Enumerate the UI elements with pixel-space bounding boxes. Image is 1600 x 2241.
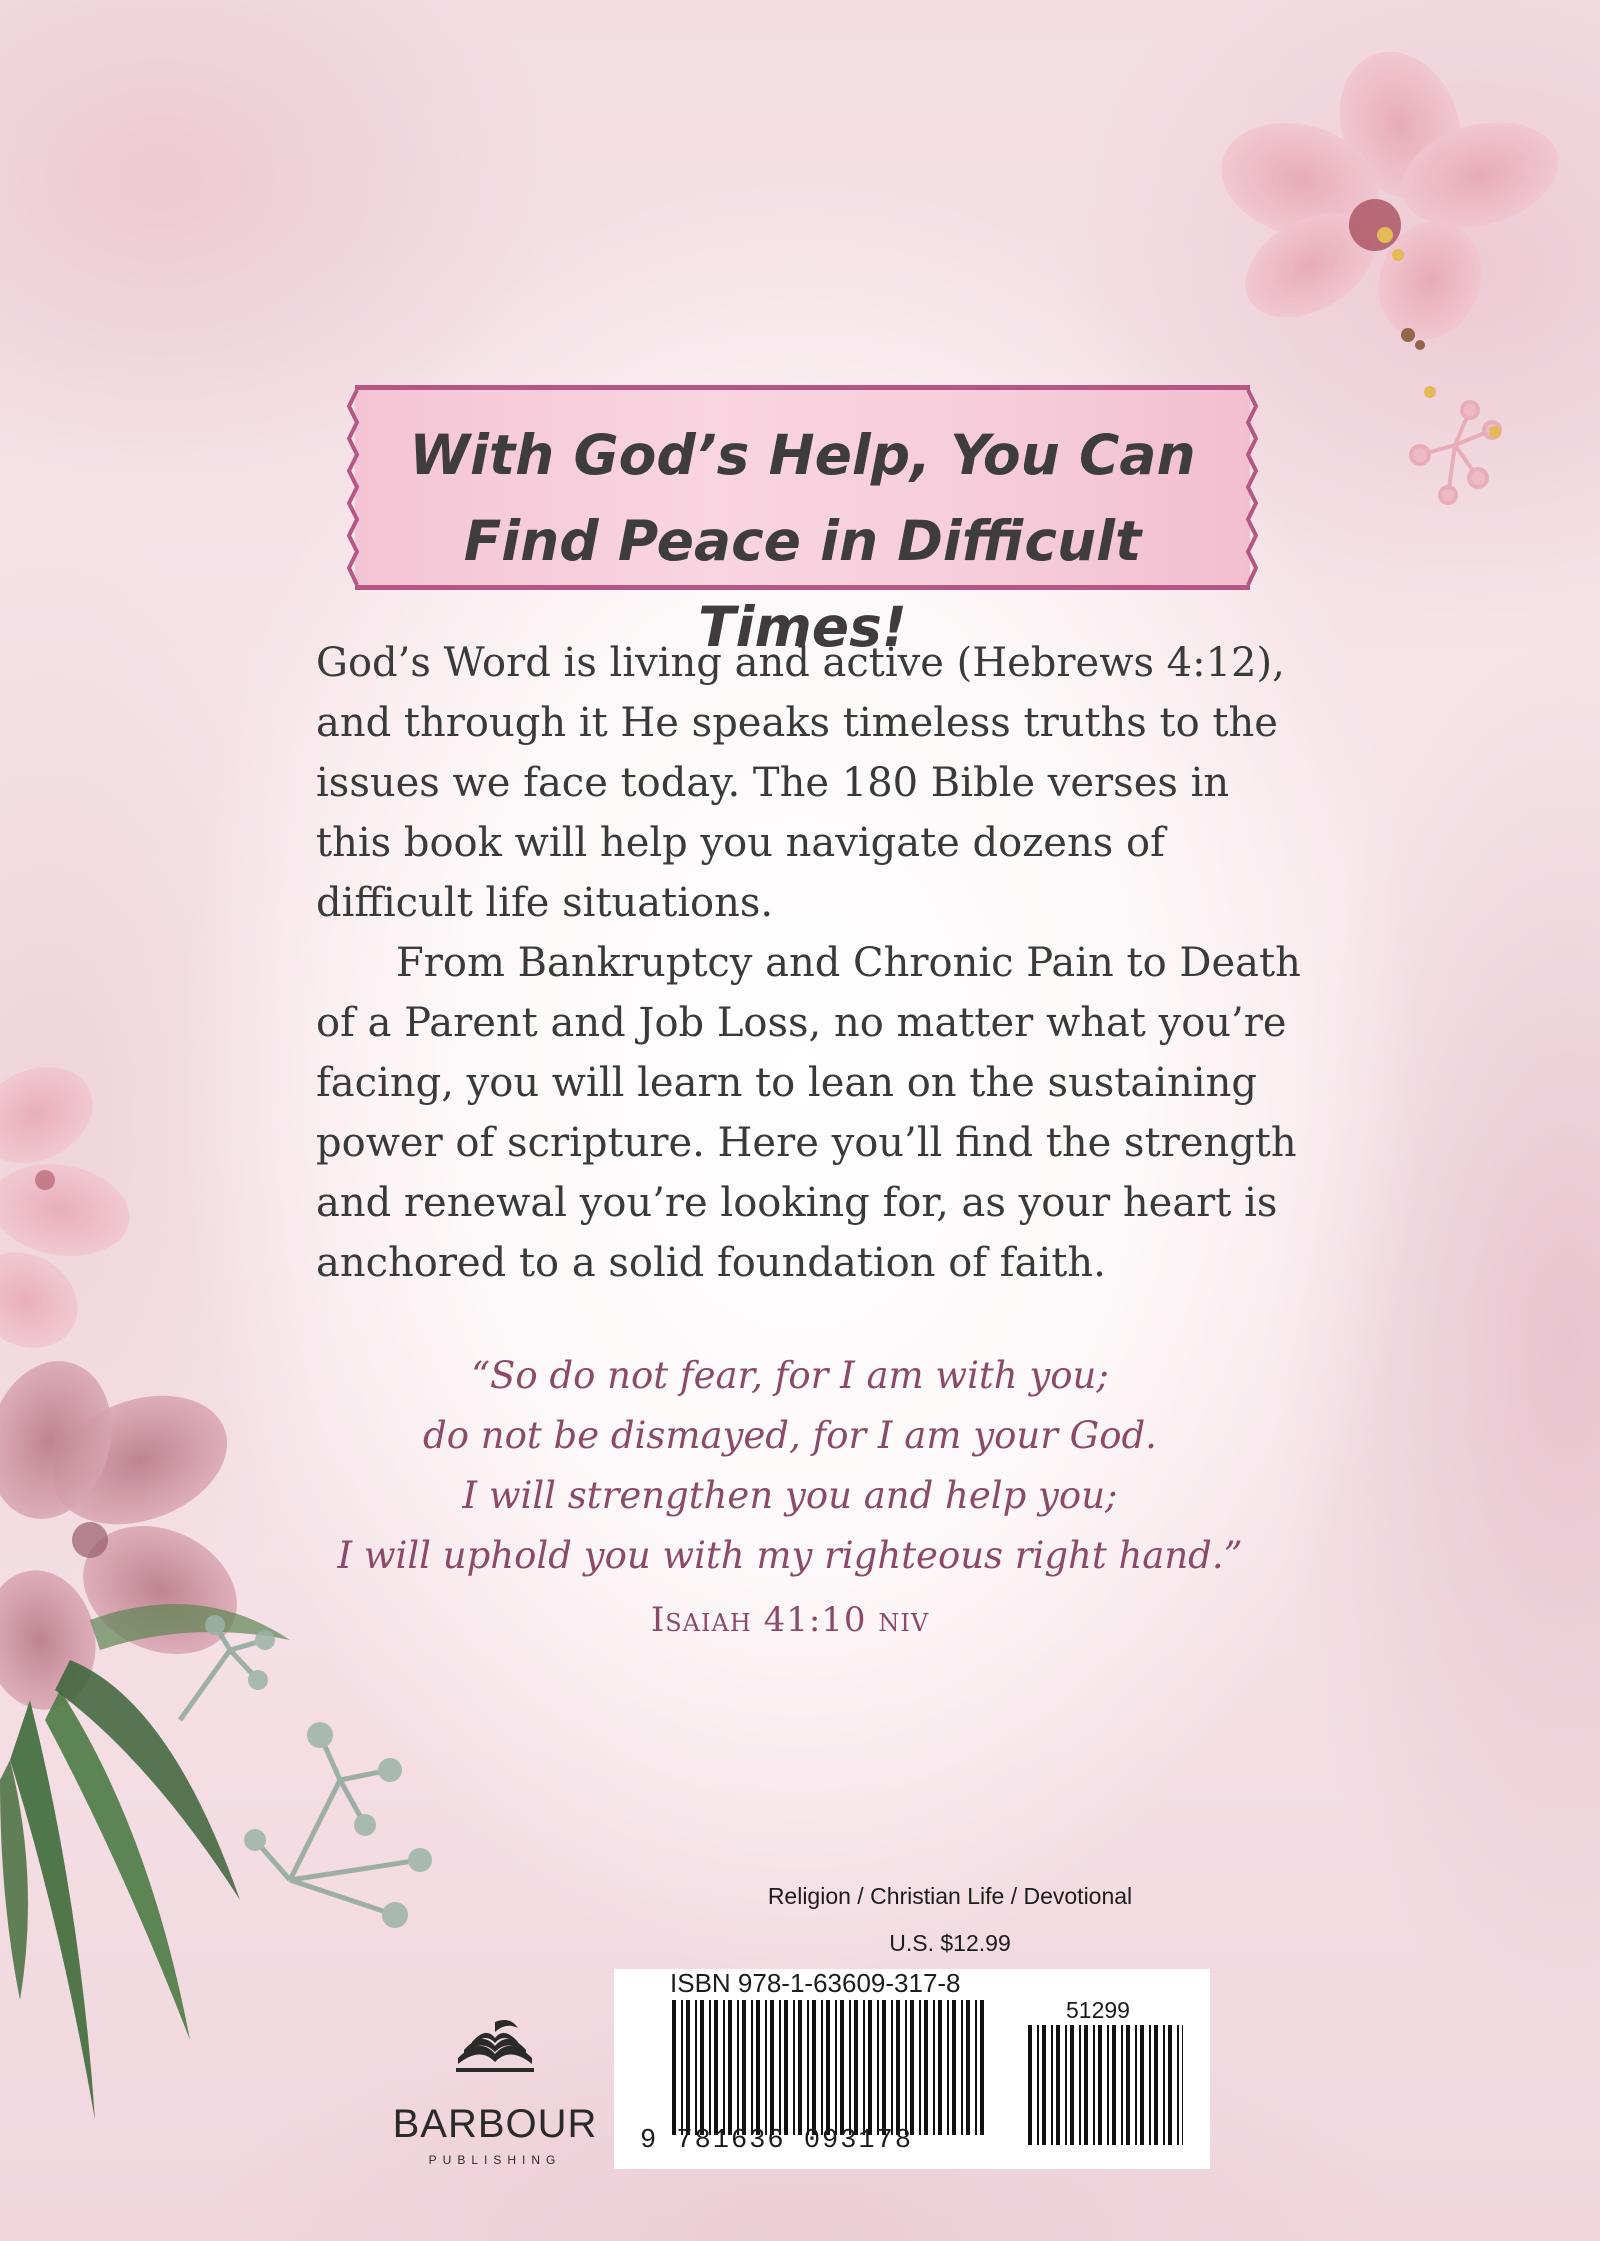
- barcode-bar: [756, 2000, 760, 2135]
- barcode-bar: [672, 2000, 676, 2135]
- barcode-bar: [1098, 2025, 1102, 2145]
- barcode-bar: [1084, 2025, 1088, 2145]
- barcode-bar: [765, 2000, 767, 2135]
- barcode-bar: [1168, 2025, 1172, 2145]
- barcode-bar: [686, 2000, 690, 2135]
- barcode-bar: [728, 2000, 732, 2135]
- barcode-bar: [779, 2000, 781, 2135]
- scripture-reference: Isaiah 41:10 niv: [650, 1600, 930, 1640]
- barcode-bar: [742, 2000, 746, 2135]
- barcode-bar: [709, 2000, 711, 2135]
- headline-line-1: With God’s Help, You Can: [409, 423, 1196, 487]
- barcode-bar: [812, 2000, 816, 2135]
- barcode-bar: [863, 2000, 865, 2135]
- barcode-bar: [1126, 2025, 1130, 2145]
- barcode-bar: [840, 2000, 844, 2135]
- barcode-bar: [938, 2000, 942, 2135]
- barcode-bar: [1028, 2025, 1032, 2145]
- barcode-bar: [681, 2000, 683, 2135]
- barcode-bar: [1037, 2025, 1039, 2145]
- barcode-bar: [980, 2000, 984, 2135]
- barcode-bar: [919, 2000, 921, 2135]
- barcode-bar: [905, 2000, 907, 2135]
- barcode-bar: [1065, 2025, 1067, 2145]
- barcode-bar: [1093, 2025, 1095, 2145]
- barcode-bar: [1107, 2025, 1109, 2145]
- barcode-bar: [975, 2000, 977, 2135]
- barcode-bar: [826, 2000, 830, 2135]
- barcode-bar: [877, 2000, 879, 2135]
- barcode-bar: [1121, 2025, 1123, 2145]
- barcode-bar: [961, 2000, 963, 2135]
- barbour-logo-icon: [440, 2010, 550, 2080]
- barcode-bar: [770, 2000, 774, 2135]
- publisher-name: BARBOUR: [392, 2102, 598, 2146]
- barcode-bar: [700, 2000, 704, 2135]
- barcode-bar: [1135, 2025, 1137, 2145]
- barcode-bar: [1051, 2025, 1053, 2145]
- barcode-bar: [910, 2000, 914, 2135]
- barcode-bar: [1154, 2025, 1158, 2145]
- barcode-bar: [1056, 2025, 1060, 2145]
- barcode-bar: [896, 2000, 900, 2135]
- barcode-bar: [1140, 2025, 1144, 2145]
- barcode-bar: [1070, 2025, 1074, 2145]
- book-category: Religion / Christian Life / Devotional: [767, 1883, 1133, 1909]
- barcode-bar: [882, 2000, 886, 2135]
- barcode-bar: [1149, 2025, 1151, 2145]
- barcode-bar: [1182, 2025, 1183, 2145]
- barcode-bar: [714, 2000, 718, 2135]
- quote-line: do not be dismayed, for I am your God.: [423, 1414, 1157, 1457]
- barcode-bar: [924, 2000, 928, 2135]
- barcode-bar: [952, 2000, 956, 2135]
- description-paragraph-2: From Bankruptcy and Chronic Pain to Death of a Parent and Job Loss, no matter what you’re facing, you will learn to lean on the sustaining power of scripture. Here you’ll find the strength and renewal you’re looking for, as your heart is anchored to a solid foundation of faith.: [316, 940, 1301, 1286]
- headline-line-2: Find Peace in Difficult Times!: [463, 509, 1142, 659]
- barcode-bar: [1177, 2025, 1179, 2145]
- barcode-bar: [933, 2000, 935, 2135]
- barcode-bar: [1163, 2025, 1165, 2145]
- barcode-bar: [723, 2000, 725, 2135]
- barcode-bar: [1042, 2025, 1046, 2145]
- barcode-bar: [821, 2000, 823, 2135]
- barcode-bar: [868, 2000, 872, 2135]
- barcode-bar: [891, 2000, 893, 2135]
- barcode-bar: [807, 2000, 809, 2135]
- barcode-bar: [695, 2000, 697, 2135]
- barcode-bar: [784, 2000, 788, 2135]
- book-price: U.S. $12.99: [889, 1930, 1011, 1956]
- quote-line: I will uphold you with my righteous right hand.”: [337, 1534, 1243, 1577]
- price-code: 51299: [1066, 1997, 1130, 2023]
- barcode-bar: [793, 2000, 795, 2135]
- publisher-subtitle: PUBLISHING: [428, 2153, 562, 2167]
- barcode-bar: [854, 2000, 858, 2135]
- barcode-bar: [798, 2000, 802, 2135]
- quote-line: I will strengthen you and help you;: [462, 1474, 1118, 1517]
- barcode-bar: [751, 2000, 753, 2135]
- isbn-number: ISBN 978-1-63609-317-8: [670, 1968, 961, 1998]
- barcode-digits: 9 781636 093178: [640, 2126, 914, 2156]
- barcode-bar: [1079, 2025, 1081, 2145]
- barcode-bar: [849, 2000, 851, 2135]
- barcode-bar: [1112, 2025, 1116, 2145]
- barcode-bar: [835, 2000, 837, 2135]
- description-paragraph-1: God’s Word is living and active (Hebrews 4:12), and through it He speaks timeless truths to the issues we face today. The 180 Bible verses in this book will help you navigate dozens of difficult life situations.: [316, 640, 1285, 926]
- barcode-bar: [966, 2000, 970, 2135]
- barcode-bar: [947, 2000, 949, 2135]
- quote-line: “So do not fear, for I am with you;: [471, 1354, 1109, 1397]
- barcode-bar: [737, 2000, 739, 2135]
